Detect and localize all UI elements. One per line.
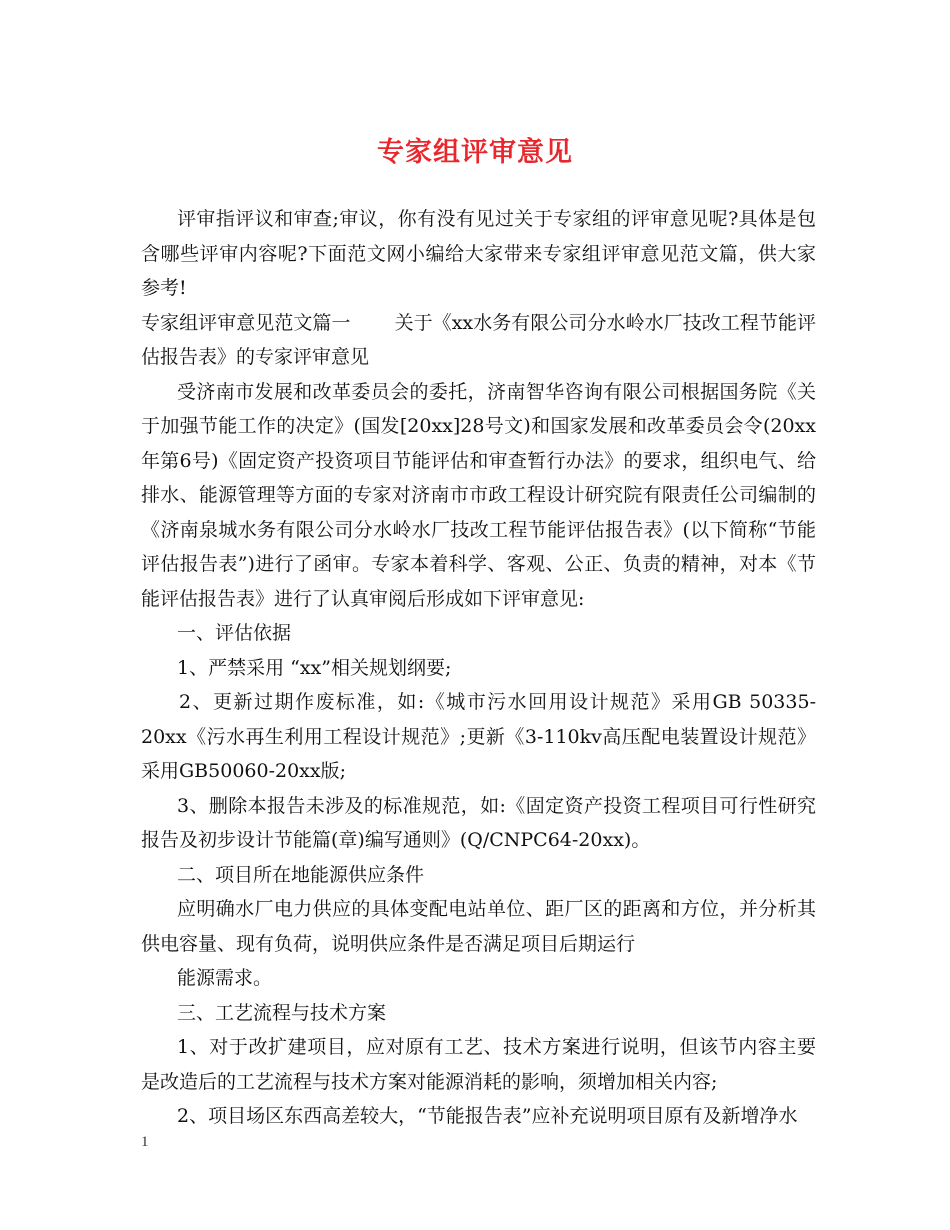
- section-3-item-1: 1、对于改扩建项目，应对原有工艺、技术方案进行说明，但该节内容主要是改造后的工艺流程与技术方案对能源消耗的影响，须增加相关内容;: [141, 1036, 816, 1093]
- commission-paragraph: 受济南市发展和改革委员会的委托，济南智华咨询有限公司根据国务院《关于加强节能工作的决定》(国发[20xx]28号文)和国家发展和改革委员会令(20xx年第6号)《固定资产投资项目节能评估和审查暂行办法》的要求，组织电气、给排水、能源管理等方面的专家对济南市市政工程设计研究院有限责任公司编制的《济南泉城水务有限公司分水岭水厂技改工程节能评估报告表》(以下简称“节能评估报告表”)进行了函审。专家本着科学、客观、公正、负责的精神，对本《节能评估报告表》进行了认真审阅后形成如下评审意见:: [141, 380, 816, 610]
- sample-title: 关于《xx水务有限公司分水岭水厂技改工程节能评估报告表》的专家评审意见: [141, 311, 816, 368]
- section-3-item-2: 2、项目场区东西高差较大，“节能报告表”应补充说明项目原有及新增净水: [177, 1105, 798, 1127]
- sample-heading-line: [141, 306, 816, 375]
- section-2-text-2: 能源需求。: [177, 967, 273, 989]
- section-1-heading: 一、评估依据: [177, 622, 292, 644]
- section-1-item-3: 3、删除本报告未涉及的标准规范，如:《固定资产投资工程项目可行性研究报告及初步设计节能篇(章)编写通则》(Q/CNPC64-20xx)。: [141, 794, 816, 851]
- document-title: 专家组评审意见: [377, 137, 573, 168]
- document-body: [141, 202, 816, 1134]
- section-1-item-2: 2、更新过期作废标准，如:《城市污水回用设计规范》采用GB 50335-20xx《污水再生利用工程设计规范》;更新《3-110kv高压配电装置设计规范》采用GB50060-20xx版;: [141, 691, 816, 782]
- section-3-heading: 三、工艺流程与技术方案: [177, 1001, 387, 1024]
- page-number: 1: [141, 1134, 149, 1150]
- section-2-text-1: 应明确水厂电力供应的具体变配电站单位、距厂区的距离和方位，并分析其供电容量、现有负荷，说明供应条件是否满足项目后期运行: [141, 898, 816, 955]
- section-1-item-1: 1、严禁采用 “xx”相关规划纲要;: [177, 656, 452, 679]
- intro-paragraph: 评审指评议和审查;审议，你有没有见过关于专家组的评审意见呢?具体是包含哪些评审内容呢?下面范文网小编给大家带来专家组评审意见范文篇，供大家参考!: [141, 208, 816, 299]
- section-2-heading: 二、项目所在地能源供应条件: [177, 863, 425, 886]
- sample-heading: 专家组评审意见范文篇一: [141, 311, 351, 334]
